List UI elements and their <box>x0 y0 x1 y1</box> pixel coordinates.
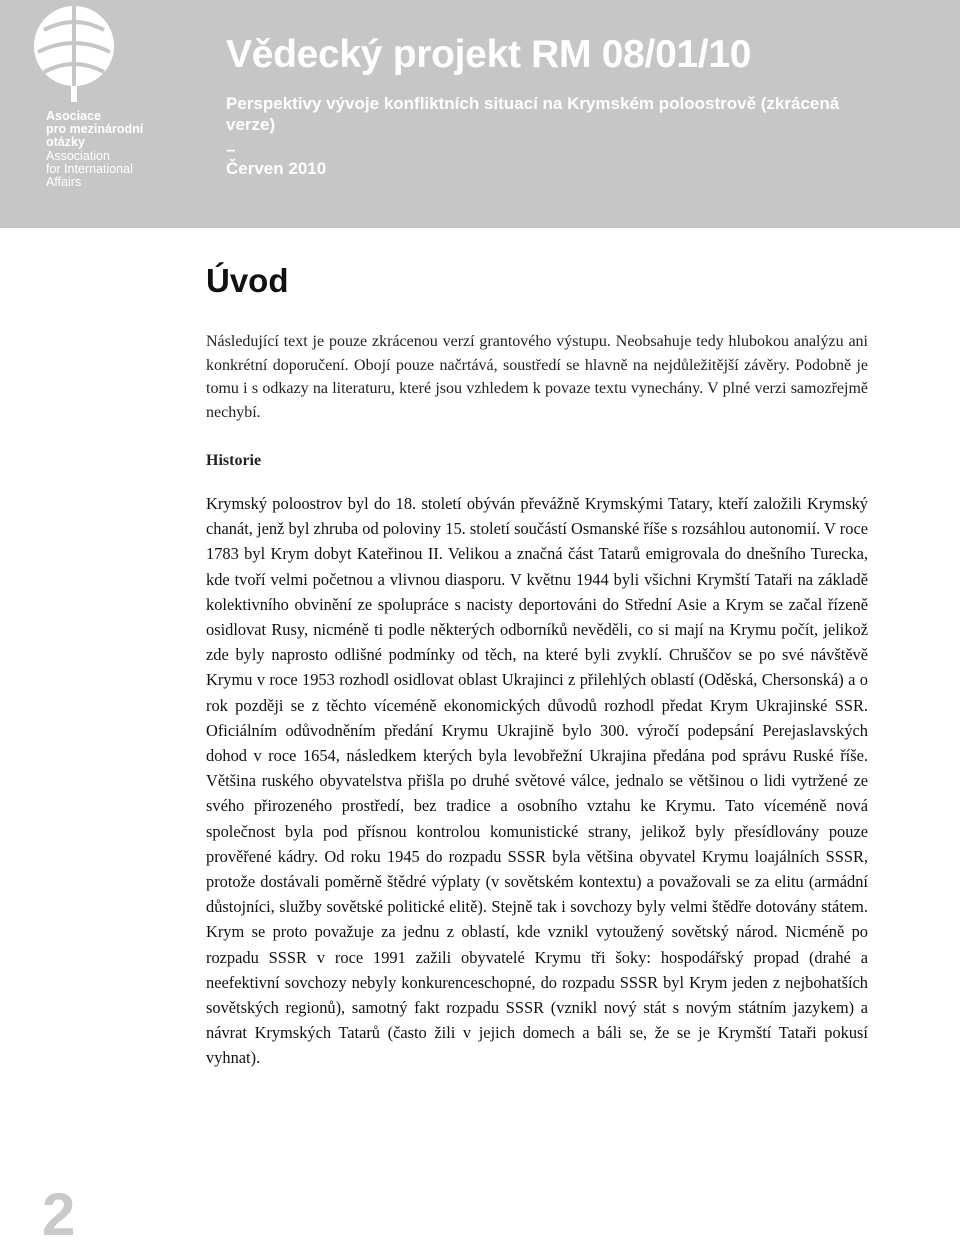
header-band <box>0 0 960 228</box>
org-name-en-line1: Association <box>46 148 110 163</box>
org-name-cs-line1: Asociace <box>46 109 101 123</box>
org-name-en-line2: for International <box>46 161 133 176</box>
org-name-cs-line3: otázky <box>46 135 85 150</box>
document-subtitle: Perspektivy vývoje konfliktních situací na Krymském poloostrově (zkrácená verze) <box>226 94 840 134</box>
document-date: Červen 2010 <box>226 159 327 178</box>
page-number: 2 <box>42 1181 76 1248</box>
intro-paragraph: Následující text je pouze zkrácenou verzí grantového výstupu. Neobsahuje tedy hlubokou analýzu ani konkrétní doporučení. Obojí pouze načrtává, soustředí se hlavně na nejdůležitější závěry. Podobně je tomu i s odkazy na literaturu, které jsou vzhledem k povaze textu vynechány. V plné verzi samozřejmě nechybí. <box>206 333 868 421</box>
history-paragraph: Krymský poloostrov byl do 18. století obýván převážně Krymskými Tatary, kteří založili Krymský chanát, jenž byl zhruba od poloviny 15. století součástí Osmanské říše s rozsáhlou autonomií. V roce 1783 byl Krym dobyt Kateřinou II. Velikou a značná část Tatarů emigrovala do dnešního Turecka, kde tvoří velmi početnou a vlivnou diasporu. V květnu 1944 byli všichni Krymští Tataři na základě kolektivního obvinění ze spolupráce s nacisty deportováni do Střední Asie a Krym se začal řízeně osidlovat Rusy, nicméně ti podle některých odborníků nevěděli, co si mají na Krymu počít, jelikož zde byly naprosto odlišné podmínky od těch, na které byli zvyklí. Chruščov se po své návštěvě Krymu v roce 1953 rozhodl osidlovat oblast Ukrajinci z přilehlých oblastí (Oděská, Chersonská) a o rok později se z těchto víceméně ekonomických důvodů rozhodl předat Krym Ukrajinské SSR. Oficiálním odůvodněním předání Krymu Ukrajině bylo 300. výročí podepsání Perejaslavských dohod v roce 1654, následkem kterých byla levobřežní Ukrajina předána pod správu Ruské říše. Většina ruského obyvatelstva přišla po druhé světové válce, jednalo se většinou o lidi vytržené ze svého přirozeného prostředí, bez tradice a osobního vztahu ke Krymu. Tato víceméně nová společnost byla pod přísnou kontrolou komunistické strany, jelikož byly přesídlovány pouze prověřené kádry. Od roku 1945 do rozpadu SSSR byla většina obyvatel Krymu loajálních SSSR, protože dostávali poměrně štědré výplaty (v sovětském kontextu) a považovali se za elitu (armádní důstojníci, služby sovětské politické elitě). Stejně tak i sovchozy byly velmi štědře dotovány státem. Krym se proto považuje za jednu z oblastí, kde vznikl vytoužený sovětský národ. Nicméně po rozpadu SSSR v roce 1991 zažili obyvatelé Krymu tři šoky: hospodářský propad (drahé a neefektivní sovchozy nebyly konkurenceschopné, do rozpadu SSSR byl Krym jeden z nejbohatších sovětských regionů), samotný fakt rozpadu SSSR (vznikl nový stát s novým státním jazykem) a návrat Krymských Tatarů (často žili v jejich domech a báli se, že se je Krymští Tataři pokusí vyhnat). <box>206 494 868 1068</box>
document-title: Vědecký projekt RM 08/01/10 <box>226 33 752 76</box>
section-title: Úvod <box>206 262 289 299</box>
organization-name <box>46 110 143 189</box>
org-name-en-line3: Affairs <box>46 175 82 190</box>
org-name-cs-line2: pro mezinárodní <box>46 122 144 137</box>
association-logo-icon <box>32 4 116 102</box>
subheading-history: Historie <box>206 452 262 469</box>
title-dash: – <box>226 140 236 159</box>
